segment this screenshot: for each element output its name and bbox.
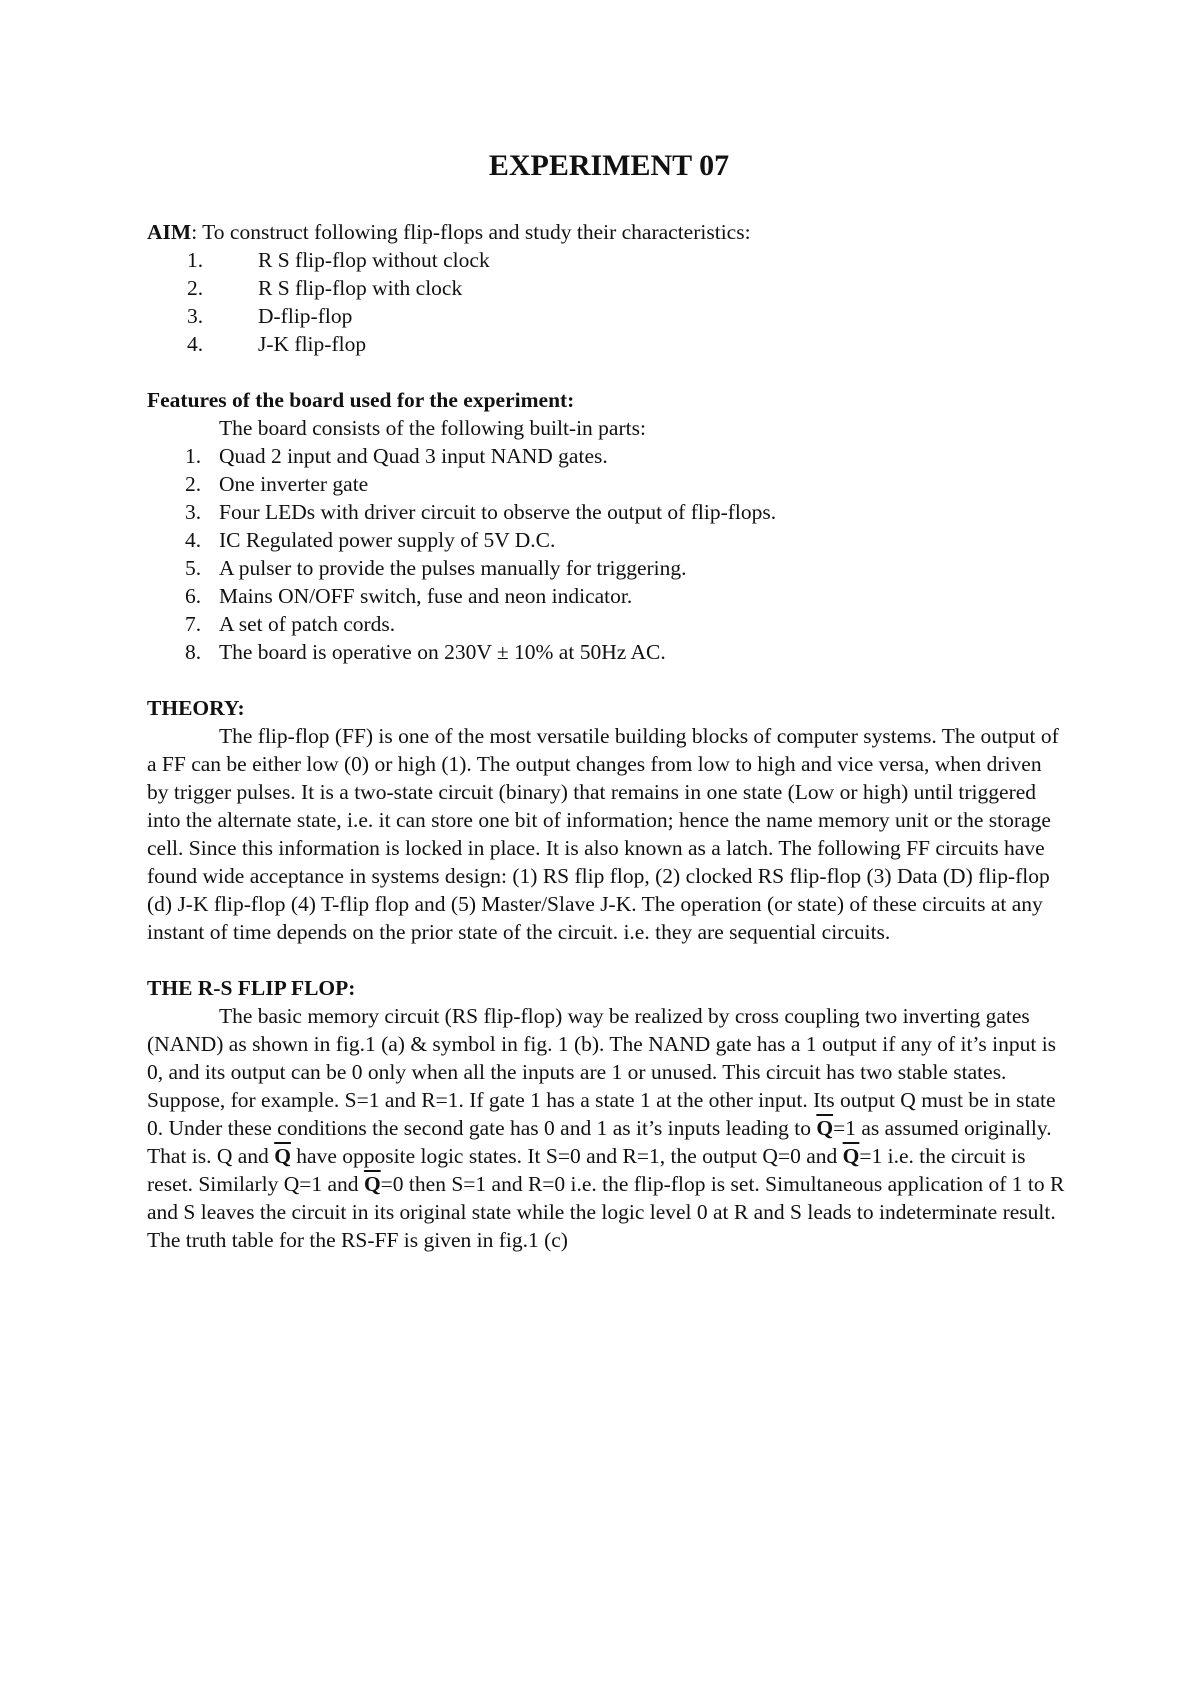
spacer — [147, 946, 1067, 974]
list-item-text: R S flip-flop with clock — [258, 276, 463, 300]
list-item-text: One inverter gate — [219, 472, 369, 496]
list-number: 8. — [185, 640, 202, 664]
list-item — [147, 610, 1067, 638]
aim-text: : To construct following flip-flops and study their characteristics: — [191, 220, 751, 244]
list-item-text: Mains ON/OFF switch, fuse and neon indicator. — [219, 584, 633, 608]
rs-flip-flop-paragraph — [147, 1002, 1067, 1254]
list-number: 1. — [187, 248, 204, 272]
q-bar-symbol: $\overline{Q}$ — [363, 1172, 381, 1196]
aim-label: AIM — [147, 220, 192, 244]
list-item-text: Four LEDs with driver circuit to observe the output of flip-flops. — [219, 500, 777, 524]
aim-list — [147, 246, 1067, 358]
spacer — [147, 358, 1067, 386]
features-intro: The board consists of the following built-in parts: — [219, 416, 646, 440]
paragraph-text: =1 as assumed originally. That is. Q and — [147, 1116, 1052, 1168]
list-number: 6. — [185, 584, 202, 608]
paragraph-text: The basic memory circuit (RS flip-flop) way be realized by cross coupling two inverting gates (NAND) as shown in fig.1 (a) & symbol in fig. 1 (b). The NAND gate has a 1 output if any of it’s input is 0, and its output can be 0 only when all the inputs are 1 or unused. This circuit has two stable states. Suppose, for example. S=1 and R=1. If gate 1 has a state 1 at the other input. Its output Q must be in state 0. Under these conditions the second gate has 0 and 1 as it’s inputs leading to — [147, 1004, 1057, 1140]
list-item — [147, 638, 1067, 666]
features-heading: Features of the board used for the experiment: — [147, 388, 575, 412]
list-item — [147, 246, 1067, 274]
list-item — [147, 554, 1067, 582]
theory-paragraph: The flip-flop (FF) is one of the most versatile building blocks of computer systems. The output of a FF can be either low (0) or high (1). The output changes from low to high and vice versa, when driven by trigger pulses. It is a two-state circuit (binary) that remains in one state (Low or high) until triggered into the alternate state, i.e. it can store one bit of information; hence the name memory unit or the storage cell. Since this information is locked in place. It is also known as a latch. The following FF circuits have found wide acceptance in systems design: (1) RS flip flop, (2) clocked RS flip-flop (3) Data (D) flip-flop (d) J-K flip-flop (4) T-flip flop and (5) Master/Slave J-K. The operation (or state) of these circuits at any instant of time depends on the prior state of the circuit. i.e. they are sequential circuits. — [147, 724, 1059, 944]
list-number: 7. — [185, 612, 202, 636]
list-item-text: A set of patch cords. — [219, 612, 396, 636]
theory-heading: THEORY: — [147, 696, 245, 720]
list-number: 4. — [187, 332, 204, 356]
list-number: 3. — [185, 500, 202, 524]
list-item — [147, 470, 1067, 498]
list-item-text: Quad 2 input and Quad 3 input NAND gates. — [219, 444, 608, 468]
list-number: 3. — [187, 304, 204, 328]
paragraph-text: =0 then S=1 and R=0 i.e. the flip-flop is set. Simultaneous application of 1 to R and S leaves the circuit in its original state while the logic level 0 at R and S leads to indeterminate result. The truth table for the RS-FF is given in fig.1 (c) — [147, 1172, 1065, 1252]
list-item — [147, 582, 1067, 610]
q-bar-symbol: $\overline{Q}$ — [274, 1144, 291, 1168]
list-item — [147, 302, 1067, 330]
paragraph-text: have opposite logic states. It S=0 and R=1, the output Q=0 and — [290, 1144, 843, 1168]
list-number: 2. — [187, 276, 204, 300]
list-item — [147, 498, 1067, 526]
list-number: 2. — [185, 472, 202, 496]
list-item-text: The board is operative on 230V ± 10% at 50Hz AC. — [219, 640, 666, 664]
list-item-text: R S flip-flop without clock — [258, 248, 490, 272]
paragraph-text: =1 i.e. the circuit is reset. Similarly Q=1 and — [147, 1144, 1026, 1196]
list-item-text: D-flip-flop — [258, 304, 353, 328]
list-item — [147, 526, 1067, 554]
page-title: EXPERIMENT 07 — [488, 149, 730, 182]
rs-flip-flop-heading: THE R-S FLIP FLOP: — [147, 976, 356, 1000]
list-number: 4. — [185, 528, 202, 552]
aim-statement — [147, 218, 1067, 246]
list-item-text: A pulser to provide the pulses manually for triggering. — [219, 556, 687, 580]
features-list — [147, 442, 1067, 666]
q-bar-symbol: $\overline{Q}$ — [816, 1116, 834, 1140]
q-bar-symbol: $\overline{Q}$ — [842, 1144, 860, 1168]
list-item — [147, 274, 1067, 302]
list-number: 1. — [185, 444, 202, 468]
document-content — [147, 146, 1067, 1254]
list-item-text: IC Regulated power supply of 5V D.C. — [219, 528, 556, 552]
list-number: 5. — [185, 556, 202, 580]
list-item-text: J-K flip-flop — [258, 332, 367, 356]
list-item — [147, 330, 1067, 358]
list-item — [147, 442, 1067, 470]
spacer — [147, 666, 1067, 694]
